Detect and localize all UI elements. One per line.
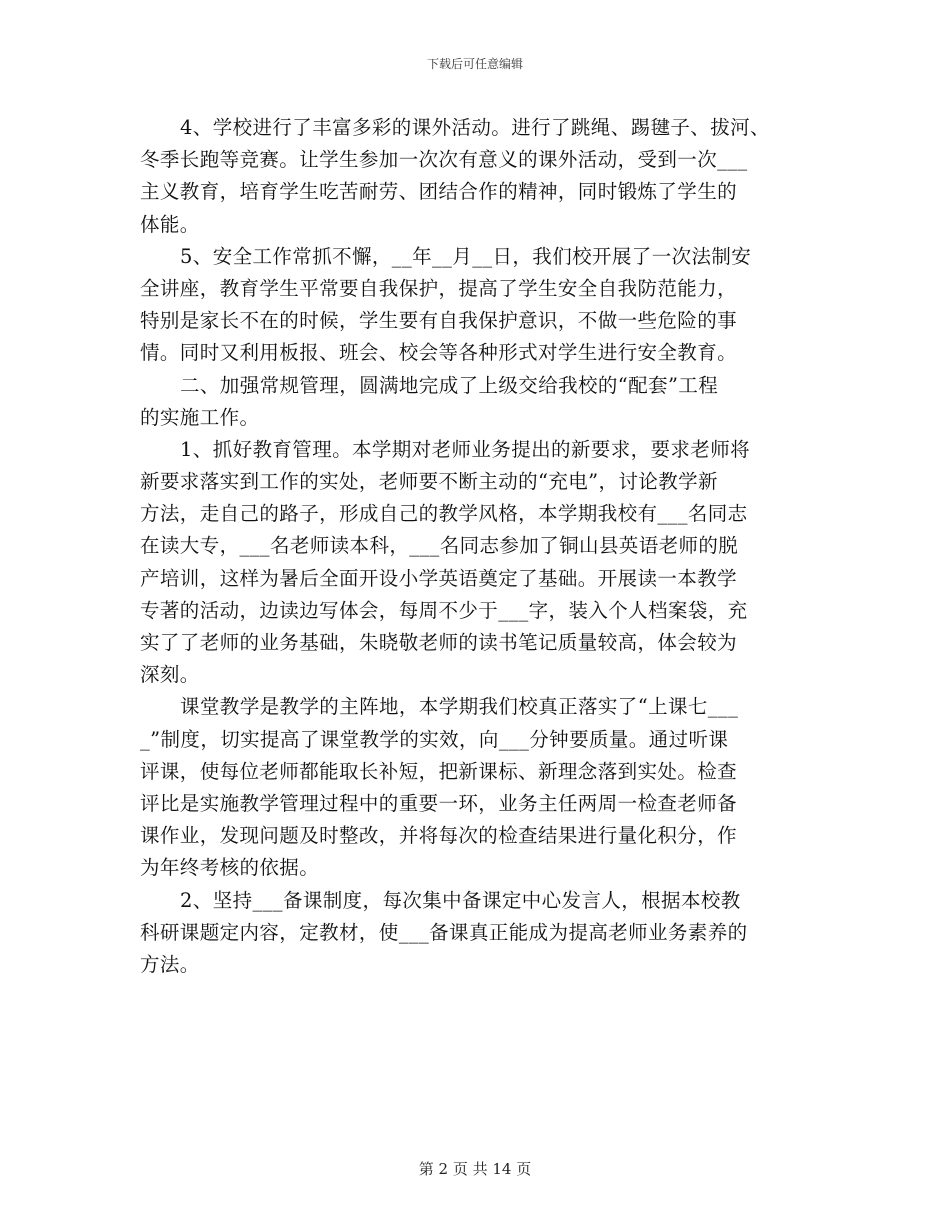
page-header: 下载后可任意编辑 [426, 57, 523, 71]
text-line: 新要求落实到工作的实处，老师要不断主动的“充电”，讨论教学新 [140, 470, 718, 494]
text-line: 在读大专，___名老师读本科，___名同志参加了铜山县英语老师的脱 [140, 534, 739, 558]
text-line: 评比是实施教学管理过程中的重要一环，业务主任两周一检查老师备 [140, 791, 738, 815]
document-body [140, 112, 820, 981]
text-line: _”制度，切实提高了课堂教学的实效，向___分钟要质量。通过听课 [140, 727, 729, 751]
text-line: 二、加强常规管理，圆满地完成了上级交给我校的“配套”工程 [180, 373, 719, 397]
text-line: 情。同时又利用板报、班会、校会等各种形式对学生进行安全教育。 [140, 341, 738, 365]
text-line: 特别是家长不在的时候，学生要有自我保护意识，不做一些危险的事 [140, 309, 738, 333]
text-line: 的实施工作。 [140, 405, 260, 429]
text-line: 专著的活动，边读边写体会，每周不少于___字，装入个人档案袋，充 [140, 598, 748, 622]
text-line: 课作业，发现问题及时整改，并将每次的检查结果进行量化积分，作 [140, 824, 738, 848]
text-line: 体能。 [140, 212, 200, 236]
text-line: 方法。 [140, 952, 200, 976]
text-line: 主义教育，培育学生吃苦耐劳、团结合作的精神，同时锻炼了学生的 [140, 180, 738, 204]
text-line: 5、安全工作常抓不懈，__年__月__日，我们校开展了一次法制安 [180, 244, 752, 268]
text-line: 评课，使每位老师都能取长补短，把新课标、新理念落到实处。检查 [140, 759, 738, 783]
text-line: 产培训，这样为暑后全面开设小学英语奠定了基础。开展读一本教学 [140, 566, 738, 590]
text-line: 全讲座，教育学生平常要自我保护，提高了学生安全自我防范能力， [140, 276, 738, 300]
text-line: 实了了老师的业务基础，朱晓敬老师的读书笔记质量较高，体会较为 [140, 631, 738, 654]
text-line: 课堂教学是教学的主阵地，本学期我们校真正落实了“上课七___ [180, 695, 739, 719]
text-line: 方法，走自己的路子，形成自己的教学风格，本学期我校有___名同志 [140, 502, 748, 526]
text-line: 1、抓好教育管理。本学期对老师业务提出的新要求，要求老师将 [180, 437, 751, 461]
text-line: 深刻。 [140, 663, 200, 687]
text-line: 冬季长跑等竞赛。让学生参加一次次有意义的课外活动，受到一次___ [140, 148, 748, 172]
page-number-footer: 第 2 页 共 14 页 [418, 1160, 532, 1178]
text-line: 2、坚持___备课制度，每次集中备课定中心发言人，根据本校教 [180, 888, 741, 912]
text-line: 科研课题定内容，定教材，使___备课真正能成为提高老师业务素养的 [140, 920, 748, 944]
text-line: 4、学校进行了丰富多彩的课外活动。进行了跳绳、踢毽子、拔河、 [180, 116, 770, 139]
text-line: 为年终考核的依据。 [140, 856, 320, 880]
